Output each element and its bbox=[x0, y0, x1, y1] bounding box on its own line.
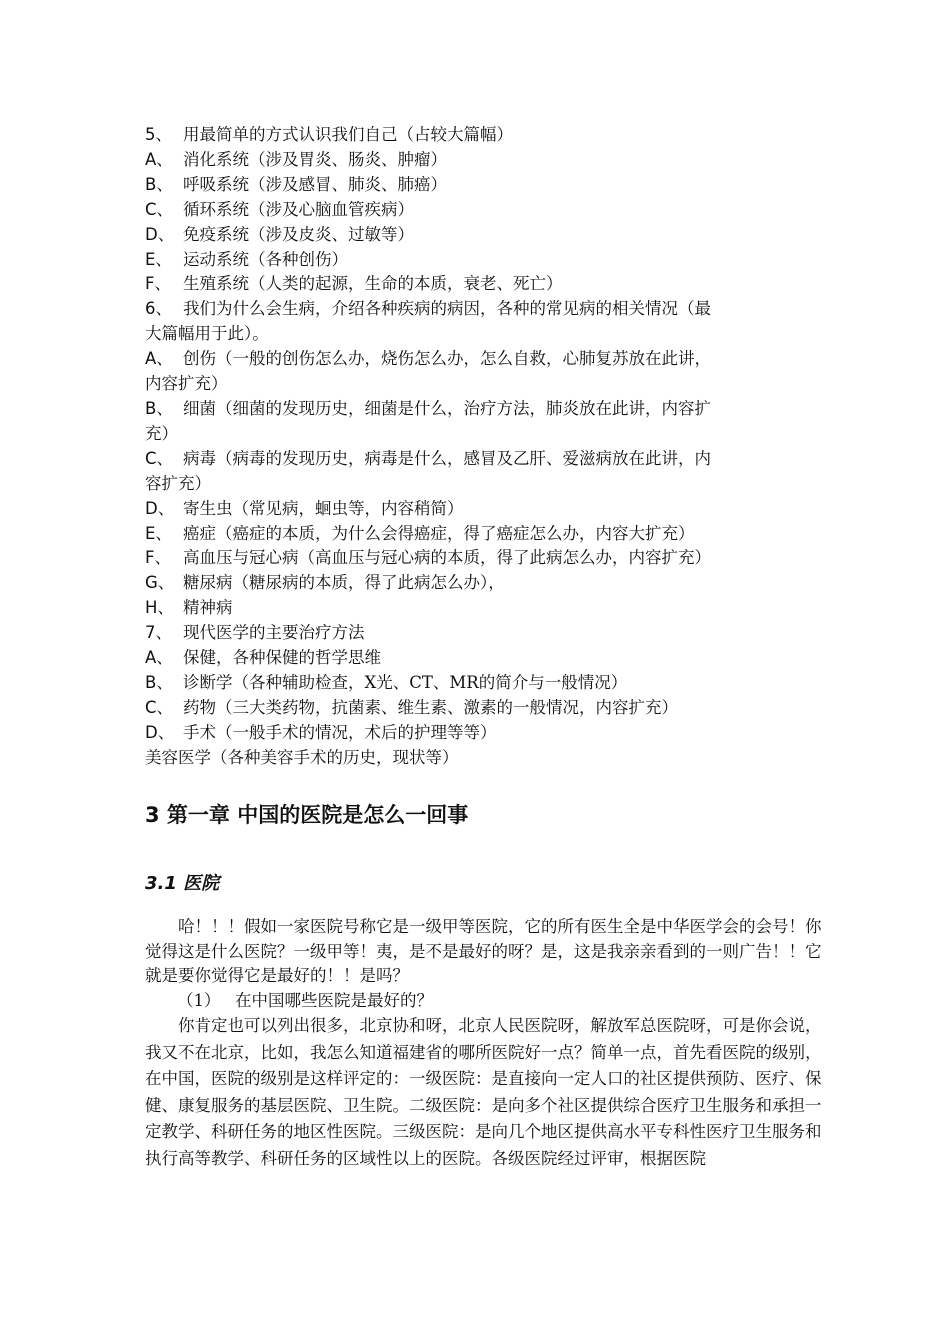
outline-text: 消化系统（涉及胃炎、肠炎、肿瘤） bbox=[183, 149, 447, 169]
outline-text: 保健，各种保健的哲学思维 bbox=[183, 648, 381, 668]
outline-text: 精神病 bbox=[183, 598, 233, 618]
outline-marker: A、 bbox=[145, 149, 173, 169]
outline-text: 糖尿病（糖尿病的本质，得了此病怎么办）， bbox=[183, 573, 505, 593]
outline-text: 生殖系统（人类的起源，生命的本质，衰老、死亡） bbox=[183, 274, 563, 294]
outline-text: 循环系统（涉及心脑血管疾病） bbox=[183, 199, 414, 219]
outline-item bbox=[145, 148, 825, 173]
outline-marker: G、 bbox=[145, 573, 175, 593]
outline-text: 免疫系统（涉及皮炎、过敏等） bbox=[183, 224, 414, 244]
outline-item bbox=[145, 696, 825, 721]
outline-text: 运动系统（各种创伤） bbox=[183, 249, 348, 269]
outline-list bbox=[145, 123, 825, 771]
outline-text: 高血压与冠心病（高血压与冠心病的本质，得了此病怎么办，内容扩充） bbox=[183, 548, 711, 568]
outline-text: 美容医学（各种美容手术的历史，现状等） bbox=[145, 747, 459, 767]
outline-item bbox=[145, 223, 825, 248]
outline-item bbox=[145, 746, 825, 771]
outline-item bbox=[145, 123, 825, 148]
outline-text: 我们为什么会生病，介绍各种疾病的病因，各种的常见病的相关情况（最 bbox=[183, 299, 711, 319]
outline-marker: 5、 bbox=[145, 125, 172, 144]
outline-item bbox=[145, 671, 825, 696]
outline-item bbox=[145, 721, 825, 746]
outline-marker: B、 bbox=[145, 174, 173, 194]
paragraph: 哈！！！假如一家医院号称它是一级甲等医院，它的所有医生全是中华医学会的会号！你觉得这是什么医院？一级甲等！夷，是不是最好的呀？是，这是我亲亲看到的一则广告！！它就是要你觉得它是最好的！！是吗？ bbox=[145, 917, 822, 985]
section-title: 3.1 医院 bbox=[145, 873, 220, 894]
outline-text: 细菌（细菌的发现历史，细菌是什么，治疗方法，肺炎放在此讲，内容扩 bbox=[183, 398, 711, 418]
outline-item bbox=[145, 571, 825, 596]
question-number: （1） bbox=[177, 990, 221, 1010]
outline-marker: B、 bbox=[145, 398, 173, 418]
outline-marker: D、 bbox=[145, 498, 175, 518]
outline-item bbox=[145, 497, 825, 522]
outline-item bbox=[145, 596, 825, 621]
outline-text: 诊断学（各种辅助检查，X光、CT、MR的简介与一般情况） bbox=[183, 672, 628, 692]
outline-marker: F、 bbox=[145, 548, 171, 568]
question-line bbox=[145, 989, 825, 1014]
paragraph: 你肯定也可以列出很多，北京协和呀，北京人民医院呀，解放军总医院呀，可是你会说，我又不在北京，比如，我怎么知道福建省的哪所医院好一点？简单一点，首先看医院的级别，在中国，医院的级别是这样评定的：一级医院：是直接向一定人口的社区提供预防、医疗、保健、康复服务的基层医院、卫生院。二级医院：是向多个社区提供综合医疗卫生服务和承担一定教学、科研任务的地区性医院。三级医院：是向几个地区提供高水平专科性医疗卫生服务和执行高等教学、科研任务的区域性以上的医院。各级医院经过评审，根据医院 bbox=[145, 1016, 822, 1168]
outline-item bbox=[145, 546, 825, 571]
outline-text: 创伤（一般的创伤怎么办，烧伤怎么办，怎么自救，心肺复苏放在此讲， bbox=[183, 349, 711, 369]
outline-continuation: 容扩充） bbox=[145, 473, 211, 493]
outline-marker: B、 bbox=[145, 672, 173, 692]
outline-item bbox=[145, 347, 825, 372]
outline-continuation: 内容扩充） bbox=[145, 374, 228, 394]
outline-continuation: 充） bbox=[145, 423, 178, 443]
outline-text: 病毒（病毒的发现历史，病毒是什么，感冒及乙肝、爱滋病放在此讲，内 bbox=[183, 448, 711, 468]
outline-text: 药物（三大类药物，抗菌素、维生素、激素的一般情况，内容扩充） bbox=[183, 697, 678, 717]
outline-item bbox=[145, 621, 825, 646]
outline-marker: H、 bbox=[145, 598, 174, 618]
outline-marker: A、 bbox=[145, 349, 173, 369]
outline-item bbox=[145, 173, 825, 198]
outline-marker: A、 bbox=[145, 648, 173, 668]
outline-item bbox=[145, 447, 825, 472]
section-body bbox=[145, 915, 825, 1172]
chapter-title: 3 第一章 中国的医院是怎么一回事 bbox=[145, 803, 469, 827]
outline-item bbox=[145, 397, 825, 422]
outline-marker: C、 bbox=[145, 448, 174, 468]
outline-marker: C、 bbox=[145, 697, 174, 717]
outline-marker: 6、 bbox=[145, 299, 172, 319]
outline-marker: C、 bbox=[145, 199, 174, 219]
outline-text: 用最简单的方式认识我们自己（占较大篇幅） bbox=[183, 125, 513, 144]
outline-text: 呼吸系统（涉及感冒、肺炎、肺癌） bbox=[183, 174, 447, 194]
outline-item bbox=[145, 272, 825, 297]
outline-marker: E、 bbox=[145, 249, 172, 269]
outline-text: 现代医学的主要治疗方法 bbox=[183, 623, 365, 643]
outline-marker: D、 bbox=[145, 722, 175, 742]
outline-text: 寄生虫（常见病，蛔虫等，内容稍简） bbox=[183, 498, 464, 518]
outline-marker: D、 bbox=[145, 224, 175, 244]
outline-marker: 7、 bbox=[145, 623, 172, 643]
outline-text: 癌症（癌症的本质，为什么会得癌症，得了癌症怎么办，内容大扩充） bbox=[183, 523, 695, 543]
outline-item bbox=[145, 198, 825, 223]
question-text: 在中国哪些医院是最好的？ bbox=[235, 990, 433, 1010]
outline-marker: F、 bbox=[145, 274, 171, 294]
outline-text: 手术（一般手术的情况，术后的护理等等） bbox=[183, 722, 497, 742]
outline-continuation: 大篇幅用于此）。 bbox=[145, 324, 269, 344]
outline-item bbox=[145, 248, 825, 273]
outline-marker: E、 bbox=[145, 523, 172, 543]
outline-item bbox=[145, 646, 825, 671]
outline-item bbox=[145, 297, 825, 322]
outline-item bbox=[145, 522, 825, 547]
